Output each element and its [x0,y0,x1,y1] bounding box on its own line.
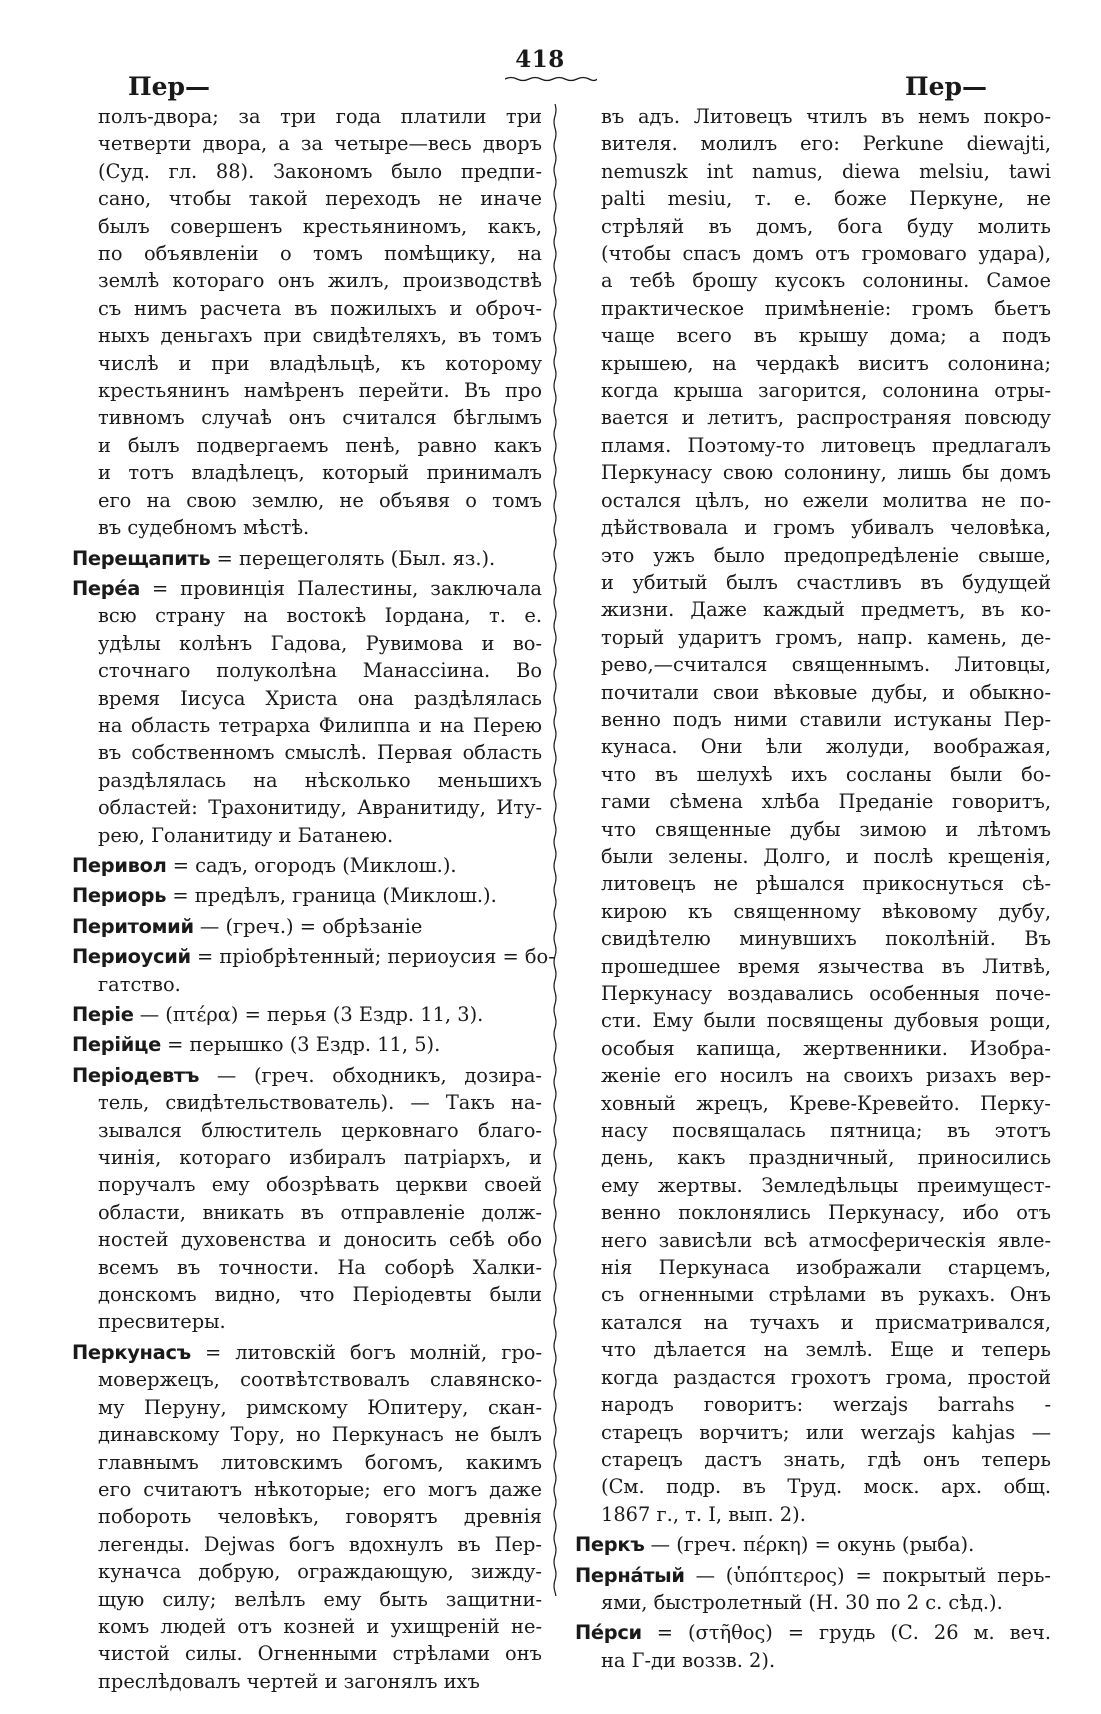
text-line: былъ совершенъ крестьяниномъ, какъ, [98,214,542,238]
text-line: гатство. [98,972,181,996]
text-line: и тотъ владѣлецъ, который принималъ [98,461,542,485]
text-line: что дѣлается на землѣ. Еще и теперь [601,1338,1051,1362]
text-line: практическое примѣненіе: громъ бьетъ [601,296,1051,320]
text-line: раздѣлялась на нѣсколько меньшихъ [98,768,542,792]
dictionary-entry [575,1531,1051,1558]
text-line: мовержецъ, соотвѣтствовалъ славянско- [98,1368,542,1392]
text-line: когда раздастся грохотъ грома, простой [601,1365,1051,1389]
definition-text: = перещеголять (Был. яз.). [216,546,496,570]
text-line: зывался блюститель церковнаго благо- [98,1118,542,1142]
text-line: четверти двора, а за четыре—весь дворъ [98,132,542,156]
text-line: всемъ въ точности. На соборѣ Халки- [98,1255,542,1279]
headword: Перійце [72,1033,161,1057]
text-line: литовецъ не рѣшался прикоснуться сѣ- [601,872,1051,896]
text-line: ховный жрецъ, Креве-Кревейто. Перку- [601,1091,1051,1115]
text-line: въ адъ. Литовецъ чтилъ въ немъ покро- [601,105,1051,128]
dictionary-entry [72,852,542,879]
text-line: полъ-двора; за три года платили три [98,105,542,128]
text-line: его на свою землю, не объявя о томъ [98,488,542,512]
column-divider [550,104,560,1596]
text-line: кирою къ священному вѣковому дубу, [601,899,1051,923]
text-line: стрѣляй въ домъ, бога буду молить [601,214,1051,238]
text-line [72,882,542,909]
headword: Перивол [72,853,167,877]
text-line: дѣйствовала и громъ убивалъ человѣка, [601,516,1051,540]
text-line: землѣ котораго онъ жилъ, производствѣ [98,269,542,293]
text-line: ями, быстролетный (Н. 30 по 2 с. сѣд.). [601,1590,1003,1614]
headword: Перитомий [72,914,194,938]
text-line: крестьянинъ намѣренъ перейти. Въ про [98,379,542,403]
text-line [575,1619,1051,1646]
text-line: что въ шелухѣ ихъ сосланы были бо- [601,762,1051,786]
running-head-right: Пер— [905,72,987,101]
dictionary-entry [72,545,542,572]
dictionary-entry [575,1619,1051,1674]
continued-entry [72,103,542,542]
text-line [72,1031,542,1058]
dictionary-entry [72,575,542,849]
text-line: съ огненными стрѣлами въ рукахъ. Онъ [601,1283,1051,1307]
definition-text: — (греч.) = обрѣзаніе [199,914,423,938]
definition-text: — (греч. обходникъ, дозира- [216,1063,542,1087]
text-line [72,575,542,602]
text-line: ныхъ деньгахъ при свидѣтеляхъ, въ томъ [98,324,542,348]
dictionary-entry [72,1031,542,1058]
headword: Пе́рси [575,1621,642,1645]
headword: Периоусий [72,945,191,969]
text-line: старецъ дастъ знать, гдѣ онъ теперь [601,1447,1051,1471]
text-line: вается и летитъ, распространяя повсюду [601,406,1051,430]
text-line: (Суд. гл. 88). Закономъ было предпи- [98,159,542,183]
text-line: поручалъ ему обозрѣвать церкви своей [98,1173,542,1197]
text-line: тель, свидѣтельствователь). — Такъ на- [98,1091,542,1115]
dictionary-entry [72,943,555,998]
definition-text: = садъ, огородъ (Миклош.). [172,853,457,877]
text-line: а тебѣ брошу кусокъ солонины. Самое [601,269,1051,293]
text-line: ностей духовенства и доносить себѣ обо [98,1228,542,1252]
headword: Перна́тый [575,1563,685,1587]
page-number: 418 [515,46,565,73]
dictionary-entry [575,1562,1051,1617]
text-line: сточнаго полуколѣна Манассіина. Во [98,659,542,683]
definition-text: = предѣлъ, граница (Миклош.). [172,884,497,908]
headword: Періе [72,1003,134,1026]
text-line: комъ людей отъ козней и ухищреній не- [98,1614,542,1638]
text-line: женіе его носилъ на своихъ ризахъ вер- [601,1064,1051,1088]
text-line: по объявленіи о томъ помѣщику, на [98,242,542,266]
text-line: почитали свои вѣковые дубы, и обыкно- [601,680,1051,704]
text-line [575,1531,1051,1558]
left-column [72,103,555,1698]
text-line [72,913,542,940]
text-line: торый ударитъ громъ, напр. камень, де- [601,625,1051,649]
text-line: и былъ подвергаемъ пенѣ, равно какъ [98,433,542,457]
headword: Перкунасъ [72,1340,191,1364]
text-line: чаще всего въ крышу дома; а подъ [601,324,1051,348]
text-line: Перкунасу воздавались особенныя поче- [601,982,1051,1005]
text-line: венно поклонялись Перкунасу, ибо отъ [601,1201,1051,1225]
text-line: пресвитеры. [98,1310,226,1334]
definition-text: = перышко (3 Ездр. 11, 5). [167,1033,441,1057]
definition-text: — (греч. πέρκη) = окунь (рыба). [650,1533,975,1557]
text-line: главнымъ литовскимъ богомъ, какимъ [98,1450,542,1474]
dictionary-entry [72,913,542,940]
text-line: прошедшее время язычества въ Литвѣ, [601,954,1051,978]
text-line: Перкунасу свою солонину, лишь бы домъ [601,461,1051,485]
text-line [72,943,555,970]
text-line: удѣлы колѣнъ Гадова, Рувимова и во- [98,631,542,655]
text-line: тивномъ случаѣ онъ считался бѣглымъ [98,406,542,430]
text-line: преслѣдовалъ чертей и загонялъ ихъ [98,1669,480,1693]
text-line: остался цѣлъ, но ежели молитва не по- [601,488,1051,512]
running-head-left: Пер— [128,72,210,101]
text-line: старецъ ворчитъ; или werzajs kahjas — [601,1420,1051,1444]
text-line: побороть человѣкъ, говорятъ древнія [98,1505,542,1529]
text-line: чинія, котораго избиралъ патріархъ, и [98,1146,542,1170]
headword: Перещапить [72,546,211,570]
text-line: на Г-ди воззв. 2). [601,1648,776,1672]
text-line: (чтобы спасъ домъ отъ громоваго удара), [601,242,1051,266]
text-line: рево,—считался священнымъ. Литовцы, [601,653,1051,677]
dictionary-entry [72,1339,542,1695]
text-line: сано, чтобы такой переходъ не иначе [98,187,542,211]
text-line: вителя. молилъ его: Perkune diewajti, [601,132,1051,156]
text-line: день, какъ праздничный, приносились [601,1146,1051,1170]
text-line: что священные дубы зимою и лѣтомъ [601,817,1051,841]
definition-text: = провинція Палестины, заключала [152,576,542,600]
text-line: сти. Ему были посвящены дубовыя рощи, [601,1009,1051,1033]
text-line: насу посвящалась пятница; въ этотъ [601,1119,1051,1143]
text-line: были зелены. Долго, и послѣ крещенія, [601,844,1051,868]
text-line: чистой силы. Огненными стрѣлами онъ [98,1642,542,1666]
text-line: свидѣтелю минувшихъ поколѣній. Въ [601,927,1051,951]
text-line [72,852,542,879]
text-line [72,1001,542,1028]
text-line: катался на тучахъ и присматривался, [601,1310,1051,1334]
text-line [575,1562,1051,1589]
text-line: это ужъ было предопредѣленіе свыше, [601,543,1051,567]
text-line: ему жертвы. Земледѣльцы преимущест- [601,1173,1051,1197]
text-line: когда крыша загорится, солонина отры- [601,379,1051,403]
text-line: на область тетрарха Филиппа и на Перею [98,713,542,737]
dictionary-entry [72,1001,542,1028]
text-line: 1867 г., т. I, вып. 2). [601,1502,806,1526]
text-line [72,1062,542,1089]
text-line [72,545,542,572]
text-line: нія Перкунаса изображали старцемъ, [601,1256,1051,1280]
headword: Періодевтъ [72,1063,200,1087]
text-line: (См. подр. въ Труд. моск. арх. общ. [601,1475,1051,1499]
text-line: областей: Трахонитиду, Авранитиду, Иту- [98,796,542,820]
text-line: кунаса. Они ѣли жолуди, воображая, [601,735,1051,759]
text-line: щую силу; велѣлъ ему быть защитни- [98,1587,542,1611]
text-line: него зависѣли всѣ атмосферическія явле- [601,1228,1051,1252]
page-number-underline [505,76,597,82]
dictionary-entry [72,882,542,909]
text-line: легенды. Dejwas богъ вдохнулъ въ Пер- [98,1532,542,1556]
text-line: особыя капища, жертвенники. Изобра- [601,1036,1051,1060]
text-line: пламя. Поэтому-то литовецъ предлагалъ [601,433,1051,457]
text-line: рею, Голанитиду и Батанею. [98,823,394,847]
definition-text: = (στῆθος) = грудь (С. 26 м. веч. [656,1621,1051,1645]
text-line: въ собственномъ смыслѣ. Первая область [98,741,542,765]
text-line [72,1339,542,1366]
definition-text: — (πτέρα) = перья (3 Ездр. 11, 3). [139,1003,484,1026]
text-line: крышею, на чердакѣ виситъ солонина; [601,351,1051,375]
text-line: донскомъ видно, что Періодевты были [98,1283,542,1307]
text-line: жизни. Даже каждый предметъ, въ ко- [601,598,1051,622]
dictionary-entry [72,1062,542,1336]
definition-text: = литовскій богъ молній, гро- [204,1340,542,1364]
headword: Перéа [72,576,140,600]
text-line: и убитый былъ счастливъ въ будущей [601,570,1051,594]
text-line: его считаютъ нѣкоторые; его могъ даже [98,1477,542,1501]
text-line: palti mesiu, т. е. боже Перкуне, не [601,187,1051,211]
text-line: му Перуну, римскому Юпитеру, скан- [98,1395,542,1419]
text-line: всю страну на востокѣ Іордана, т. е. [98,604,542,628]
text-line: время Іисуса Христа она раздѣлялась [98,686,542,710]
right-column [575,103,1051,1677]
headword: Периорь [72,884,167,908]
text-line: nemuszk int namus, diewa melsiu, tawi [601,159,1051,183]
continued-entry [575,103,1051,1528]
text-line: числѣ и при владѣльцѣ, къ которому [98,351,542,375]
text-line: куначса добрую, ограждающую, зижду- [98,1560,542,1584]
definition-text: — (ὑπόπτερος) = покрытый перь- [695,1563,1051,1587]
headword: Перкъ [575,1533,645,1557]
text-line: съ нимъ расчета въ пожилыхъ и оброч- [98,296,542,320]
text-line: области, вникать въ отправленіе долж- [98,1200,542,1224]
text-line: народъ говоритъ: werzajs barrahs - [601,1393,1051,1417]
text-line: динавскому Тору, но Перкунасъ не былъ [98,1423,542,1447]
text-line: въ судебномъ мѣстѣ. [98,516,310,540]
text-line: гами сѣмена хлѣба Преданіе говоритъ, [601,790,1051,814]
text-line: венно подъ ними ставили истуканы Пер- [601,707,1051,731]
definition-text: = пріобрѣтенный; периоусия = бо- [196,945,555,969]
